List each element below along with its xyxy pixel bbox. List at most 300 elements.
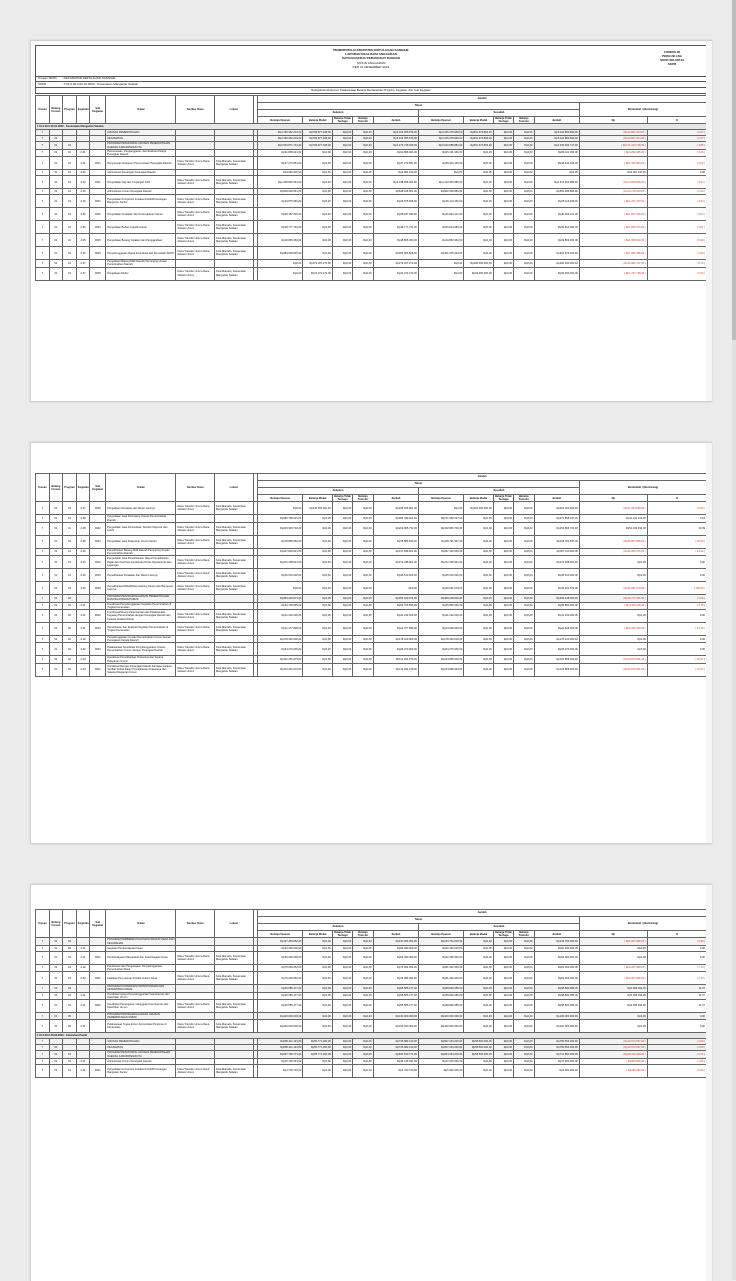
report-period: PER 31 DESEMBER 2024: [352, 64, 390, 69]
amount-cell: Rp5.116.852.832,00: [534, 130, 579, 136]
amount-cell: Rp78.883.669,00: [258, 535, 303, 548]
code-cell: [90, 1013, 106, 1020]
code-cell: 7: [36, 170, 50, 176]
amount-cell: Rp0,00: [493, 663, 513, 676]
amount-cell: Rp0,00: [464, 149, 493, 156]
amount-cell: Rp384.906.825,00: [258, 247, 303, 260]
amount-cell: Rp64.270.000,00: [373, 643, 418, 656]
difference-cell: ( Rp19.313.429,00 ): [579, 1051, 647, 1058]
amount-cell: Rp0,00: [464, 157, 493, 170]
uraian-cell: Administrasi Keuangan Perangkat Daerah: [106, 170, 176, 176]
code-cell: 01: [49, 623, 63, 636]
column-header: Belanja Transfer: [514, 117, 534, 124]
code-cell: 7: [36, 643, 50, 656]
amount-cell: Rp0,00: [514, 234, 534, 247]
table-row: [36, 1000, 707, 1013]
column-header: Jumlah: [373, 117, 418, 124]
amount-cell: Rp0,00: [493, 938, 513, 945]
amount-cell: Rp0,00: [303, 656, 332, 663]
amount-cell: Rp0,00: [353, 515, 373, 522]
code-cell: 7: [36, 595, 50, 602]
code-cell: 01: [49, 142, 63, 149]
code-cell: 7: [36, 535, 50, 548]
amount-cell: Rp0,00: [464, 985, 493, 992]
amount-cell: Rp0,00: [464, 610, 493, 623]
amount-cell: Rp801.373.863,00: [464, 136, 493, 142]
amount-cell: Rp0,00: [514, 938, 534, 945]
column-header-sesudah: Sesudah: [418, 924, 579, 931]
amount-cell: Rp0,00: [353, 136, 373, 142]
code-cell: 01: [63, 267, 77, 280]
amount-cell: Rp0,00: [303, 1064, 332, 1077]
amount-cell: Rp0,00: [464, 595, 493, 602]
difference-cell: ( Rp1.817.029,00 ): [579, 208, 647, 221]
amount-cell: Rp5.000.000,00: [534, 1064, 579, 1077]
column-header-jumlah: Jumlah: [258, 474, 707, 481]
uraian-cell: Penyediaan Jasa Pemeliharaan, Biaya Pemeliharaan, Pajak dan Perizinan Kendaraan Dinas Operasional atau Lapangan: [106, 556, 176, 569]
amount-cell: Rp143.752.000,00: [534, 938, 579, 945]
amount-cell: Rp0,00: [353, 189, 373, 195]
amount-cell: Rp271.658.237,00: [418, 515, 463, 522]
amount-cell: Rp0,00: [353, 260, 373, 267]
code-cell: 7: [36, 951, 50, 964]
amount-cell: Rp0,00: [493, 1000, 513, 1013]
amount-cell: Rp0,00: [514, 247, 534, 260]
code-cell: 2.09: [76, 582, 90, 595]
amount-cell: Rp0,00: [303, 945, 332, 951]
amount-cell: Rp0,00: [353, 964, 373, 971]
amount-cell: Rp112.291.079,00: [258, 663, 303, 676]
amount-cell: Rp0,00: [514, 602, 534, 609]
amount-cell: Rp0,00: [534, 170, 579, 176]
amount-cell: Rp5.103.055.876,00: [373, 136, 418, 142]
amount-cell: Rp0,00: [493, 656, 513, 663]
column-header: Program: [63, 910, 77, 938]
amount-cell: Rp58.500.000,00: [464, 1051, 493, 1058]
amount-cell: Rp0,00: [353, 945, 373, 951]
percent-cell: ( 3,46 ): [647, 149, 706, 156]
amount-cell: Rp62.709.895,00: [258, 602, 303, 609]
code-cell: 7: [36, 964, 50, 971]
code-cell: 01: [63, 502, 77, 515]
table-row: [36, 157, 707, 170]
percent-cell: ( 6,59 ): [647, 502, 706, 515]
amount-cell: Rp0,00: [464, 247, 493, 260]
sumber-dana-cell: [176, 656, 215, 663]
code-cell: 7: [36, 945, 50, 951]
amount-cell: Rp0,00: [332, 656, 352, 663]
uraian-cell: Koordinasi Penyelenggaraan Kegiatan Pemerintahan di Tingkat Kecamatan: [106, 602, 176, 609]
uraian-cell: KECAMATAN: [106, 136, 176, 142]
amount-cell: Rp0,00: [514, 157, 534, 170]
amount-cell: Rp0,00: [353, 522, 373, 535]
uraian-cell: Penyusunan Dokumen Perencanaan Perangkat Daerah: [106, 157, 176, 170]
code-cell: 2.01: [76, 157, 90, 170]
scrollbar-thumb[interactable]: [732, 0, 736, 340]
amount-cell: Rp124.868.000,00: [534, 663, 579, 676]
difference-cell: Rp0,00: [579, 643, 647, 656]
amount-cell: Rp2.238.836.361,00: [373, 176, 418, 189]
amount-cell: Rp0,00: [303, 582, 332, 595]
amount-cell: Rp0,00: [464, 234, 493, 247]
lokasi-cell: Kota Manado, Kecamatan Manganitu Selatan: [215, 1000, 254, 1013]
budget-table: [35, 473, 707, 677]
code-cell: 7: [36, 972, 50, 985]
sumber-dana-cell: Dana Transfer Umum-Dana Alokasi Umum: [176, 643, 215, 656]
header-row: [36, 96, 707, 103]
difference-cell: ( Rp17.334.999,00 ): [579, 502, 647, 515]
column-header: Belanja Modal: [303, 931, 332, 938]
code-cell: 01: [49, 1000, 63, 1013]
table-row: [36, 1020, 707, 1033]
code-cell: 0001: [90, 972, 106, 985]
difference-cell: Rp0,00: [579, 945, 647, 951]
amount-cell: Rp3.643.688.884,00: [418, 142, 463, 149]
amount-cell: Rp0,00: [332, 1013, 352, 1020]
code-cell: 2.02: [76, 170, 90, 176]
amount-cell: Rp50.814.080,00: [534, 221, 579, 234]
lokasi-cell: Kota Manado, Kecamatan Manganitu Selatan: [215, 535, 254, 548]
code-cell: 01: [49, 938, 63, 945]
amount-cell: Rp0,00: [332, 157, 352, 170]
code-cell: [90, 636, 106, 643]
amount-cell: Rp0,00: [514, 176, 534, 189]
amount-cell: Rp0,00: [332, 1051, 352, 1058]
code-cell: 7: [36, 985, 50, 992]
code-cell: 2.07: [76, 502, 90, 515]
code-cell: 01: [63, 582, 77, 595]
amount-cell: Rp0,00: [464, 1064, 493, 1077]
difference-cell: ( Rp16.962.727,00 ): [579, 260, 647, 267]
amount-cell: Rp58.890.085,00: [418, 1000, 463, 1013]
percent-cell: ( 4,36 ): [647, 938, 706, 945]
amount-cell: Rp245.665.001,00: [373, 502, 418, 515]
lokasi-cell: Kota Manado, Kecamatan Manganitu Selatan: [215, 972, 254, 985]
amount-cell: Rp152.866.700,00: [534, 522, 579, 535]
code-cell: 01: [49, 643, 63, 656]
amount-cell: Rp0,00: [353, 234, 373, 247]
code-cell: 01: [49, 189, 63, 195]
amount-cell: Rp769.877.328,00: [303, 136, 332, 142]
difference-cell: ( Rp13.807.044,00 ): [579, 130, 647, 136]
percent-cell: ( 0,27 ): [647, 130, 706, 136]
amount-cell: Rp0,00: [464, 656, 493, 663]
column-header: %: [647, 931, 706, 938]
amount-cell: Rp0,00: [493, 548, 513, 555]
code-cell: 2.01: [76, 1058, 90, 1064]
code-cell: 2.09: [76, 548, 90, 555]
difference-cell: ( Rp39.907.868,00 ): [579, 535, 647, 548]
amount-cell: Rp0,00: [514, 170, 534, 176]
column-header-jumlah: Jumlah: [258, 910, 707, 917]
column-header: Sub Kegiatan: [90, 910, 106, 938]
amount-cell: Rp0,00: [303, 176, 332, 189]
difference-cell: ( Rp12.576.921,00 ): [579, 663, 647, 676]
amount-cell: Rp0,00: [514, 1045, 534, 1051]
amount-cell: Rp62.390.000,00: [373, 951, 418, 964]
table-row: [36, 1051, 707, 1058]
uraian-cell: PROGRAM PEMBERDAYAAN MASYARAKAT DESA DAN KELURAHAN: [107, 938, 175, 945]
lokasi-cell: [215, 602, 254, 609]
code-cell: 01: [63, 1064, 77, 1077]
table-row: [36, 582, 707, 595]
code-cell: 2.01: [76, 951, 90, 964]
difference-cell: ( Rp13.807.044,00 ): [579, 136, 647, 142]
difference-cell: Rp0,00: [579, 951, 647, 964]
amount-cell: Rp0,00: [258, 267, 303, 280]
difference-cell: Rp0,00: [579, 1020, 647, 1033]
amount-cell: Rp0,00: [514, 149, 534, 156]
lokasi-cell: [215, 142, 254, 149]
code-cell: 7: [36, 1051, 50, 1058]
amount-cell: Rp0,00: [303, 208, 332, 221]
code-cell: 01: [49, 548, 63, 555]
uraian-cell: Penyediaan Barang Cetakan dan Penggandaan: [106, 234, 176, 247]
amount-cell: Rp0,00: [332, 1000, 352, 1013]
amount-cell: Rp0,00: [493, 582, 513, 595]
amount-cell: Rp0,00: [353, 208, 373, 221]
code-cell: 0006: [90, 502, 106, 515]
amount-cell: Rp697.154.200,00: [418, 1045, 463, 1051]
amount-cell: Rp0,00: [464, 1013, 493, 1020]
header-row: [36, 910, 707, 917]
amount-cell: Rp31.272.272,00: [373, 267, 418, 280]
amount-cell: Rp654.354.200,00: [418, 1051, 463, 1058]
scrollbar[interactable]: [732, 0, 736, 1280]
sumber-dana-cell: Dana Transfer Umum-Dana Alokasi Umum: [176, 535, 215, 548]
amount-cell: Rp367.110.600,00: [534, 548, 579, 555]
amount-cell: Rp637.769.771,00: [258, 1051, 303, 1058]
code-cell: 01: [63, 1058, 77, 1064]
amount-cell: Rp0,00: [332, 964, 352, 971]
amount-cell: Rp0,00: [464, 522, 493, 535]
uraian-cell: KECAMATAN: [106, 1045, 176, 1051]
lokasi-cell: Kota Manado, Kecamatan Manganitu Selatan: [215, 247, 254, 260]
amount-cell: Rp0,00: [493, 964, 513, 971]
percent-cell: ( 1,80 ): [647, 247, 706, 260]
sumber-dana-cell: [176, 985, 215, 992]
uraian-cell: Koordinasi Penanganan Gangguan Ketentraman dan Ketertiban Umum: [106, 1000, 176, 1013]
code-cell: 0001: [90, 176, 106, 189]
amount-cell: Rp0,00: [332, 142, 352, 149]
amount-cell: Rp24.628.000,00: [534, 623, 579, 636]
table-row: [36, 149, 707, 156]
column-header: Kegiatan: [76, 474, 90, 502]
section-title: 7.01.0.00.0.00.02.0000 - Kelurahan Paniki: [36, 1033, 707, 1039]
code-cell: 7: [36, 136, 50, 142]
column-header-sesudah: Sesudah: [418, 488, 579, 495]
amount-cell: Rp0,00: [303, 595, 332, 602]
column-header: Belanja Tidak Terduga: [334, 495, 351, 502]
amount-cell: Rp0,00: [493, 260, 513, 267]
amount-cell: Rp0,00: [493, 623, 513, 636]
percent-cell: 11,37: [647, 1000, 706, 1013]
report-header: [35, 45, 707, 77]
amount-cell: Rp0,00: [493, 595, 513, 602]
percent-cell: 33,39: [647, 522, 706, 535]
amount-cell: Rp0,00: [332, 208, 352, 221]
percent-cell: 0,00: [647, 170, 706, 176]
column-header-tahun: Tahun: [258, 481, 580, 488]
percent-cell: ( 2,60 ): [647, 1039, 706, 1045]
code-cell: 2.06: [76, 221, 90, 234]
sumber-dana-cell: Dana Transfer Umum-Dana Alokasi Umum: [176, 208, 215, 221]
amount-cell: Rp0,00: [353, 972, 373, 985]
amount-cell: Rp0,00: [303, 149, 332, 156]
document-page-3: [30, 884, 712, 1281]
code-cell: 7: [36, 208, 50, 221]
column-header: Sumber Dana: [176, 96, 215, 124]
difference-cell: Rp6.695.392,00: [579, 1000, 647, 1013]
code-cell: 0009: [90, 247, 106, 260]
amount-cell: Rp3.503.871.701,00: [258, 142, 303, 149]
uraian-cell: PROGRAM KOORDINASI KETENTRAMAN DAN KETERTIBAN UMUM: [106, 985, 176, 992]
difference-cell: ( Rp49.261.679,00 ): [579, 548, 647, 555]
code-cell: 7: [36, 656, 50, 663]
amount-cell: Rp23.875.966,00: [373, 195, 418, 208]
code-cell: 2.03: [76, 656, 90, 663]
difference-cell: Rp51.039.032,00: [579, 522, 647, 535]
amount-cell: Rp65.860.000,00: [534, 602, 579, 609]
code-cell: 01: [49, 972, 63, 985]
sumber-dana-cell: Dana Transfer Umum-Dana Alokasi Umum: [176, 663, 215, 676]
section-title: 7.01.0.00.0.00.01.0000 - Kecamatan Manganitu Selatan: [36, 124, 707, 130]
amount-cell: Rp143.752.000,00: [418, 938, 463, 945]
amount-cell: Rp100.000.000,00: [373, 1020, 418, 1033]
column-header: Bidang Urusan: [49, 910, 63, 938]
difference-cell: ( Rp6.267.948,00 ): [579, 964, 647, 971]
amount-cell: Rp0,00: [493, 170, 513, 176]
amount-cell: Rp0,00: [514, 1058, 534, 1064]
sumber-dana-cell: [176, 595, 215, 602]
percent-cell: ( 3,02 ): [647, 157, 706, 170]
column-header: Belanja Operasi: [418, 495, 463, 502]
meta-urusan: Urusan SKPD : KECAMATAN KEPULAUAN SANGIHE: [35, 75, 707, 82]
table-row: [36, 195, 707, 208]
column-header-bertambah: Bertambah / (Berkurang): [579, 917, 706, 931]
table-row: [36, 267, 707, 280]
difference-cell: ( Rp1.160.594,00 ): [579, 157, 647, 170]
sumber-dana-cell: [176, 964, 215, 971]
amount-cell: Rp317.848.921,00: [258, 548, 303, 555]
difference-cell: ( Rp12.576.921,00 ): [579, 656, 647, 663]
code-cell: [90, 1020, 106, 1033]
uraian-cell: Pemeliharaan/Rehabilitasi Gedung Kantor dan Bangunan Lainnya: [106, 582, 176, 595]
amount-cell: Rp0,00: [493, 636, 513, 643]
amount-cell: Rp0,00: [303, 623, 332, 636]
column-header: Sumber Dana: [176, 474, 215, 502]
amount-cell: Rp0,00: [373, 582, 418, 595]
amount-cell: Rp0,00: [418, 170, 463, 176]
sumber-dana-cell: Dana Transfer Umum-Dana Alokasi Umum: [176, 157, 215, 170]
code-cell: 2.01: [76, 1000, 90, 1013]
amount-cell: Rp0,00: [514, 985, 534, 992]
code-cell: 01: [49, 951, 63, 964]
amount-cell: Rp0,00: [464, 208, 493, 221]
table-row: [36, 1064, 707, 1077]
code-cell: 2.01: [76, 610, 90, 623]
code-cell: 01: [49, 170, 63, 176]
meta-key: Urusan SKPD: [38, 76, 57, 80]
amount-cell: Rp0,00: [353, 985, 373, 992]
sumber-dana-cell: Dana Transfer Umum-Dana Alokasi Umum: [176, 502, 215, 515]
form-unit: SKPD: [667, 62, 677, 66]
amount-cell: Rp0,00: [353, 992, 373, 999]
uraian-cell: PROGRAM PENYELENGGARAAN URUSAN PEMERINTAHAN UMUM: [106, 1013, 176, 1020]
amount-cell: Rp152.866.700,00: [418, 522, 463, 535]
amount-cell: Rp4.315.478.969,00: [418, 136, 463, 142]
amount-cell: Rp0,00: [303, 170, 332, 176]
column-header-sesudah: Sesudah: [418, 110, 579, 117]
code-cell: 01: [63, 157, 77, 170]
amount-cell: Rp0,00: [493, 1045, 513, 1051]
amount-cell: Rp4.273.749.029,00: [373, 142, 418, 149]
amount-cell: Rp0,00: [514, 1039, 534, 1045]
code-cell: 0001: [90, 663, 106, 676]
lokasi-cell: Kota Manado, Kecamatan Manganitu Selatan: [215, 234, 254, 247]
code-cell: 2.03: [76, 663, 90, 676]
amount-cell: Rp0,00: [514, 195, 534, 208]
amount-cell: Rp0,00: [303, 548, 332, 555]
percent-cell: 0,00: [647, 636, 706, 643]
code-cell: 2.08: [76, 522, 90, 535]
amount-cell: Rp0,00: [332, 1020, 352, 1033]
amount-cell: Rp0,00: [332, 548, 352, 555]
percent-cell: 11,37: [647, 992, 706, 999]
difference-cell: Rp0,00: [579, 610, 647, 623]
amount-cell: Rp0,00: [303, 1013, 332, 1020]
table-row: [36, 985, 707, 992]
code-cell: [90, 142, 106, 149]
amount-cell: Rp0,00: [493, 136, 513, 142]
amount-cell: Rp75.094.052,00: [373, 964, 418, 971]
amount-cell: Rp5.116.852.832,00: [534, 136, 579, 142]
code-cell: 7: [36, 569, 50, 582]
code-cell: 7: [36, 602, 50, 609]
uraian-cell: Pengadaan Peralatan dan Mesin Lainnya: [106, 502, 176, 515]
amount-cell: Rp0,00: [303, 992, 332, 999]
amount-cell: Rp62.709.895,00: [373, 602, 418, 609]
code-cell: 7: [36, 1058, 50, 1064]
amount-cell: Rp0,00: [514, 267, 534, 280]
table-row: [36, 938, 707, 945]
code-cell: 7: [36, 195, 50, 208]
amount-cell: Rp33.000.000,00: [464, 267, 493, 280]
amount-cell: Rp81.362.000,00: [534, 972, 579, 985]
table-row: [36, 595, 707, 602]
amount-cell: Rp296.000.000,00: [464, 260, 493, 267]
amount-cell: Rp0,00: [303, 951, 332, 964]
amount-cell: Rp38.187.092,00: [373, 208, 418, 221]
column-header: Belanja Tidak Terduga: [495, 495, 512, 502]
amount-cell: Rp0,00: [303, 610, 332, 623]
amount-cell: Rp282.789.401,00: [373, 515, 418, 522]
table-row: [36, 663, 707, 676]
code-cell: 7: [36, 157, 50, 170]
amount-cell: Rp38.187.092,00: [258, 208, 303, 221]
sumber-dana-cell: Dana Transfer Umum-Dana Alokasi Umum: [176, 221, 215, 234]
code-cell: 01: [49, 176, 63, 189]
amount-cell: Rp0,00: [332, 267, 352, 280]
table-row: [36, 535, 707, 548]
amount-cell: Rp37.279.551,00: [258, 157, 303, 170]
table-row: [36, 548, 707, 555]
percent-cell: ( 7,70 ): [647, 964, 706, 971]
amount-cell: Rp0,00: [514, 189, 534, 195]
table-row: [36, 1013, 707, 1020]
amount-cell: Rp0,00: [353, 1020, 373, 1033]
code-cell: 01: [49, 267, 63, 280]
